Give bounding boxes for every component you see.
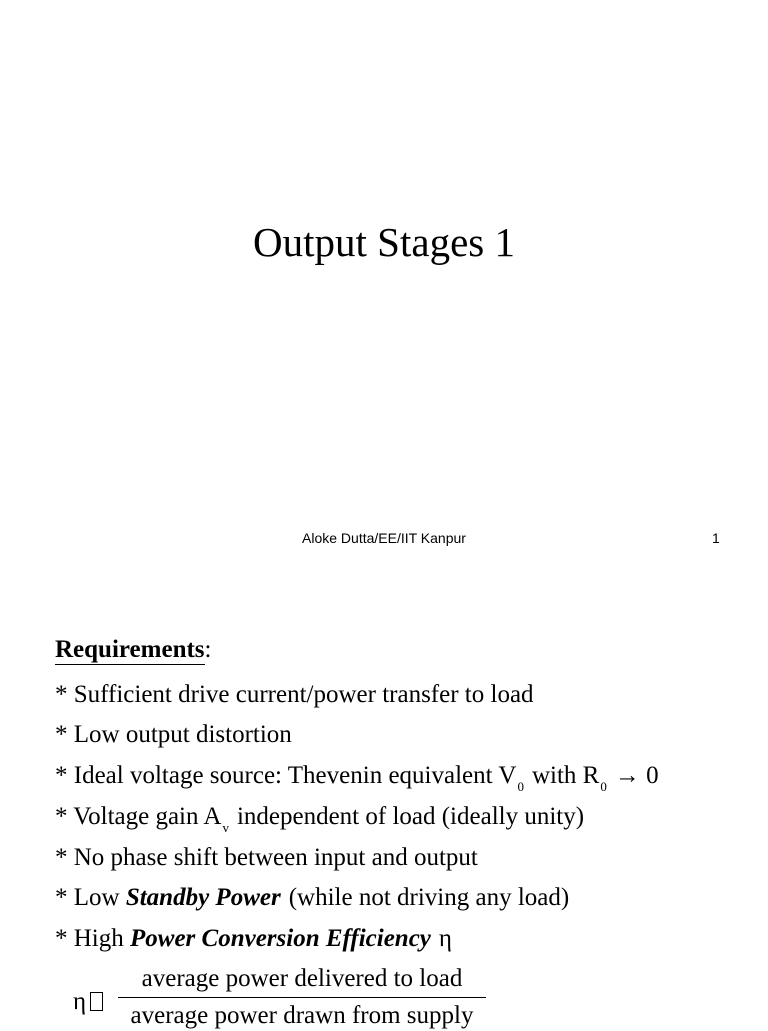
- requirement-text: * High: [55, 925, 130, 952]
- requirement-no-phase-shift: [55, 842, 478, 874]
- requirement-text: independent of load (ideally unity): [236, 803, 585, 830]
- requirement-text: * Ideal voltage source: Thevenin equivalent V: [55, 762, 517, 789]
- page-number: 1: [712, 530, 720, 546]
- eta-symbol: η: [438, 925, 452, 952]
- requirement-standby-power: [55, 882, 569, 914]
- requirement-text: * Low output distortion: [55, 721, 292, 748]
- eta-symbol: η: [73, 988, 87, 1015]
- formula-numerator: average power delivered to load: [141, 965, 463, 992]
- arrow-zero: → 0: [614, 762, 659, 789]
- requirement-text: (while not driving any load): [288, 884, 570, 911]
- emphasis-text: Standby Power: [125, 884, 281, 911]
- formula-denominator: average power drawn from supply: [130, 1002, 474, 1029]
- subscript: 0: [517, 779, 524, 794]
- requirement-text: * No phase shift between input and output: [55, 844, 478, 871]
- missing-glyph-box: [90, 992, 103, 1011]
- requirement-drive-current: [55, 679, 534, 711]
- requirement-text: * Voltage gain A: [55, 803, 222, 830]
- requirements-heading-text: Requirements: [55, 636, 205, 663]
- requirement-ideal-voltage-source: [55, 760, 659, 795]
- requirements-heading: [55, 634, 211, 666]
- footer-author: Aloke Dutta/EE/IIT Kanpur: [302, 530, 466, 546]
- subscript: v: [222, 820, 229, 835]
- requirements-heading-colon: :: [204, 636, 212, 663]
- emphasis-text: Power Conversion Efficiency: [130, 925, 431, 952]
- slide-title: Output Stages 1: [253, 219, 515, 265]
- requirement-efficiency: [55, 923, 452, 955]
- subscript: 0: [600, 779, 607, 794]
- requirement-low-distortion: [55, 719, 292, 751]
- efficiency-formula-lhs: [73, 986, 103, 1018]
- fraction-bar: [118, 997, 486, 998]
- requirement-text: * Low: [55, 884, 126, 911]
- requirement-text: * Sufficient drive current/power transfer to load: [55, 681, 534, 708]
- requirement-text: with R: [531, 762, 600, 789]
- requirement-voltage-gain: [55, 801, 584, 836]
